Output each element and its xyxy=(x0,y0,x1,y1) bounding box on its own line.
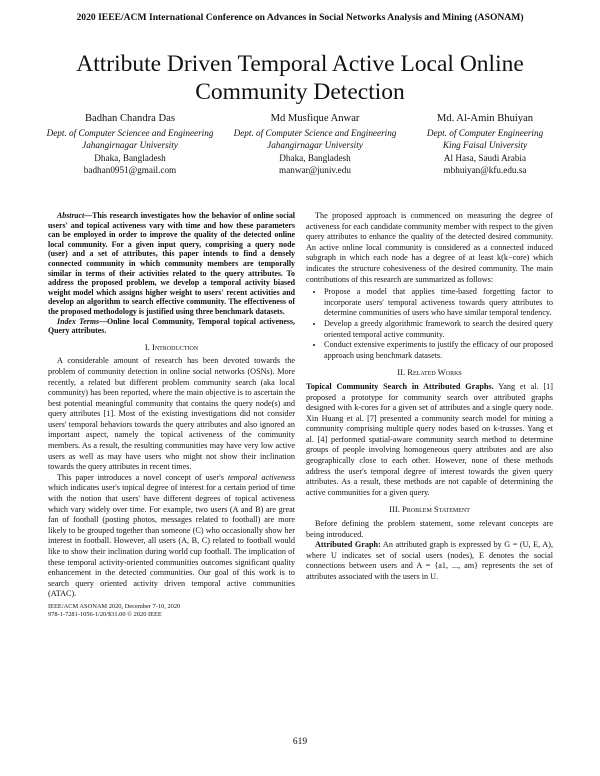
conference-header: 2020 IEEE/ACM International Conference on Advances in Social Networks Analysis and Mining (ASONAM) xyxy=(76,12,524,23)
intro-paragraph-2: This paper introduces a novel concept of user's temporal activeness which indicates user's topical degree of interest for a certain period of time with the notion that users' have different degrees of topical activeness which vary widely over time. For example, two users (A and B) are great fan of football (posting photos, messages related to football) are more likely to be grouped together than someone (C) who occasionally show her interest in football. However, all users (A, B, C) related to football would like to show their inclination during world cup football. The implication of these temporal activity-oriented communities outcomes significant quality enhancement in the detected communities. Our goal of this work is to search query oriented activity driven temporal active communities (ATAC). xyxy=(48,472,296,599)
page-number: 619 xyxy=(292,737,308,747)
author-name: Badhan Chandra Das xyxy=(84,113,176,124)
intro-paragraph-1: A considerable amount of research has been devoted towards the problem of community detection in online social networks (OSNs). More recently, a related but different problem community search (aka local community) has been reported, where the main objective is to ascertain the best potential meaningful community that contains the query node(s) and query attributes [1]. Most of the existing investigations did not consider users' temporal behaviors towards the query attributes and also ignored an important aspect, namely the topical activeness of the community members. As a result, the resulting communities may have very low active users as well as may have users who might not show their inclination towards the query attributes in recent times. xyxy=(48,356,295,472)
abstract-label: Abstract xyxy=(57,211,85,220)
list-item: • Propose a model that applies time-based forgetting factor to incorporate users' temporal activeness towards query attributes to determine communities of users who have similar temporal tendency. xyxy=(324,287,553,319)
author-dept: Dept. of Computer Engineering xyxy=(426,128,544,139)
list-item: • Develop a greedy algorithmic framework to search the desired query oriented temporal active community. xyxy=(324,319,553,340)
author-city: Dhaka, Bangladesh xyxy=(279,152,351,163)
author-city: Al Hasa, Saudi Arabia xyxy=(443,152,527,163)
author-block-3 xyxy=(410,113,560,176)
author-name: Md. Al-Amin Bhuiyan xyxy=(436,113,534,124)
author-email: badhan0951@gmail.com xyxy=(83,164,177,175)
problem-intro-paragraph: Before defining the problem statement, some relevant concepts are being introduced. xyxy=(306,519,553,539)
footnote-copyright: 978-1-7281-1056-1/20/$31.00 © 2020 IEEE xyxy=(48,610,162,618)
author-name: Md Musfique Anwar xyxy=(270,113,360,124)
index-terms-text: —Online local Community, Temporal topical activeness, Query attributes. xyxy=(48,316,295,336)
author-email: manwar@juniv.edu xyxy=(279,164,351,175)
footnote xyxy=(48,603,295,618)
contributions-list xyxy=(306,287,553,361)
related-works-paragraph: Topical Community Search in Attributed Graphs. Yang et al. [1] proposed a prototype for community search over attributed graphs designed with k-cores for a given set of attributes and a single query node. Xin Huang et al. [7] presented a community search model for mining a community comprising multiple query nodes based on k-trusses. Yang et al. [4] performed spatial-aware community search method to determine groups of people involving homogeneous query attributes and are also geographically close to each other. However, none of these methods address the user's temporal degree of interest towards the given query attributes. As a result, these methods are not capable of determining the active communities for a given query. xyxy=(306,381,553,497)
author-univ: King Faisal University xyxy=(442,140,528,151)
list-item: • Conduct extensive experiments to justify the efficacy of our proposed approach using benchmark datasets. xyxy=(324,340,553,361)
author-dept: Dept. of Computer Sciencee and Engineering xyxy=(46,128,214,139)
title-line-1: Attribute Driven Temporal Active Local Online xyxy=(76,51,524,77)
footnote-conference: IEEE/ACM ASONAM 2020, December 7-10, 2020 xyxy=(48,602,181,610)
approach-paragraph: The proposed approach is commenced on measuring the degree of activeness for each candidate community member with respect to the given query attributes to enhance the quality of the detected desired community. An active online local community is considered as a connected induced subgraph in which each node has a degree of at least k(k−core) which indicates the structure cohesiveness of the desired community. The main contributions of this research are summarized as follows: xyxy=(306,211,553,284)
abstract-text: —This research investigates how the behavior of online social users' and topical activeness vary with time and how these parameters can be employed in order to improve the quality of the detected online local community. For a given input query, comprising a query node (user) and a set of attributes, this paper intends to find a densely connected community in which community members are temporally similar in terms of their activities related to the query attributes. To address the proposed problem, we develop a temporal activity biased weight model which assigns higher weight to users' recent activities and develop an algorithm to search effective community. The effectiveness of the proposed methodology is justified using three benchmark datasets. xyxy=(48,211,295,316)
section-heading-problem-statement: III. Problem Statement xyxy=(389,504,470,515)
author-email: mbhuiyan@kfu.edu.sa xyxy=(443,164,527,175)
abstract xyxy=(48,211,295,336)
left-column xyxy=(48,211,295,618)
section-heading-introduction: I. Introduction xyxy=(144,341,199,352)
attributed-graph-paragraph: Attributed Graph: An attributed graph is expressed by G = (U, E, A), where U indicates set of social users (nodes), E denotes the social connections between users and A = {a1, ..., am} represents the set of attributes associated with the users in U. xyxy=(306,540,553,581)
index-terms-label: Index Terms xyxy=(57,316,100,326)
paper-title xyxy=(30,50,570,106)
author-block-2 xyxy=(230,113,400,176)
author-univ: Jahangirnagar University xyxy=(82,140,178,151)
section-heading-related-works: II. Related Works xyxy=(397,367,462,378)
author-dept: Dept. of Computer Science and Engineering xyxy=(233,128,397,139)
author-block-1 xyxy=(45,113,215,176)
author-univ: Jahangirnagar University xyxy=(267,140,363,151)
right-column xyxy=(306,211,553,583)
author-city: Dhaka, Bangladesh xyxy=(94,152,166,163)
title-line-2: Community Detection xyxy=(195,79,405,105)
